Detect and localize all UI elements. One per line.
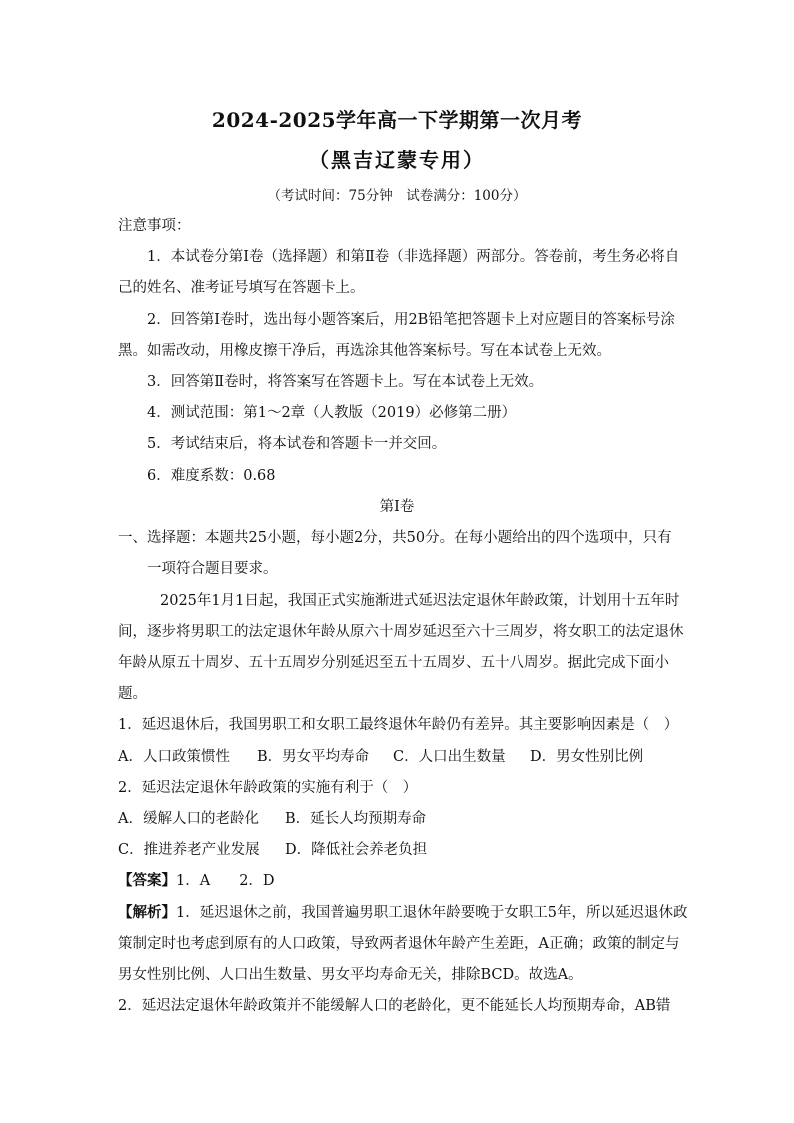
analysis-line-3: 男女性别比例、人口出生数量、男女平均寿命无关，排除BCD。故选A。	[118, 967, 583, 983]
q2-option-b: B．延长人均预期寿命	[285, 811, 427, 827]
notice-item-3: 3．回答第Ⅱ卷时，将答案写在答题卡上。写在本试卷上无效。	[147, 374, 544, 390]
notice-item-1-line-2: 己的姓名、准考证号填写在答题卡上。	[118, 280, 365, 296]
question-1-stem: 1．延迟退休后，我国男职工和女职工最终退休年龄仍有差异。其主要影响因素是（ ）	[118, 717, 679, 733]
question-1-options	[118, 746, 643, 768]
analysis-line-2: 策制定时也考虑到原有的人口政策，导致两者退休年龄产生差距，A正确；政策的制定与	[118, 936, 680, 952]
notice-item-2-line-1: 2．回答第Ⅰ卷时，选出每小题答案后，用2B铅笔把答题卡上对应题目的答案标号涂	[147, 312, 675, 328]
answer-text: 1．A 2．D	[176, 873, 275, 889]
question-2-options-row-1	[118, 808, 426, 830]
notice-item-5: 5．考试结束后，将本试卷和答题卡一并交回。	[147, 436, 447, 452]
notice-item-4: 4．测试范围：第1～2章（人教版（2019）必修第二册）	[147, 405, 517, 421]
analysis-line-1	[118, 902, 687, 924]
q1-option-a: A．人口政策惯性	[118, 749, 230, 765]
q2-option-c: C．推进养老产业发展	[118, 842, 260, 858]
part-heading-line-2: 一项符合题目要求。	[147, 561, 278, 577]
analysis-line-4: 2．延迟法定退休年龄政策并不能缓解人口的老龄化，更不能延长人均预期寿命，AB错	[118, 998, 671, 1014]
passage-line-3: 年龄从原五十周岁、五十五周岁分别延迟至五十五周岁、五十八周岁。据此完成下面小	[118, 655, 669, 671]
passage-line-2: 间，逐步将男职工的法定退休年龄从原六十周岁延迟至六十三周岁，将女职工的法定退休	[118, 624, 684, 640]
notice-heading: 注意事项：	[118, 218, 191, 234]
q1-option-c: C．人口出生数量	[393, 749, 506, 765]
passage-line-1: 2025年1月1日起，我国正式实施渐进式延迟法定退休年龄政策，计划用十五年时	[160, 593, 680, 609]
analysis-text-1: 1．延迟退休之前，我国普遍男职工退休年龄要晚于女职工5年，所以延迟退休政	[176, 905, 688, 921]
question-2-options-row-2	[118, 839, 427, 861]
passage-line-4: 题。	[118, 686, 147, 702]
exam-subtitle: （黑吉辽蒙专用）	[309, 148, 485, 172]
notice-item-1-line-1: 1．本试卷分第Ⅰ卷（选择题）和第Ⅱ卷（非选择题）两部分。答卷前，考生务必将自	[147, 249, 680, 265]
answer-label: 【答案】	[118, 872, 176, 889]
notice-item-6: 6．难度系数：0.68	[147, 468, 276, 484]
q1-option-b: B．男女平均寿命	[257, 749, 370, 765]
answer-line	[118, 870, 275, 892]
part-heading-line-1: 一、选择题：本题共25小题，每小题2分，共50分。在每小题给出的四个选项中，只有	[118, 530, 672, 546]
question-2-stem: 2．延迟法定退休年龄政策的实施有利于（ ）	[118, 780, 418, 796]
notice-item-2-line-2: 黑。如需改动，用橡皮擦干净后，再选涂其他答案标号。写在本试卷上无效。	[118, 343, 611, 359]
volume-heading: 第Ⅰ卷	[379, 499, 415, 515]
q2-option-a: A．缓解人口的老龄化	[118, 811, 259, 827]
exam-title: 2024-2025学年高一下学期第一次月考	[211, 108, 583, 132]
q1-option-d: D．男女性别比例	[530, 749, 644, 765]
analysis-label: 【解析】	[118, 904, 176, 921]
q2-option-d: D．降低社会养老负担	[285, 842, 428, 858]
exam-info: （考试时间：75分钟 试卷满分：100分）	[267, 188, 527, 204]
